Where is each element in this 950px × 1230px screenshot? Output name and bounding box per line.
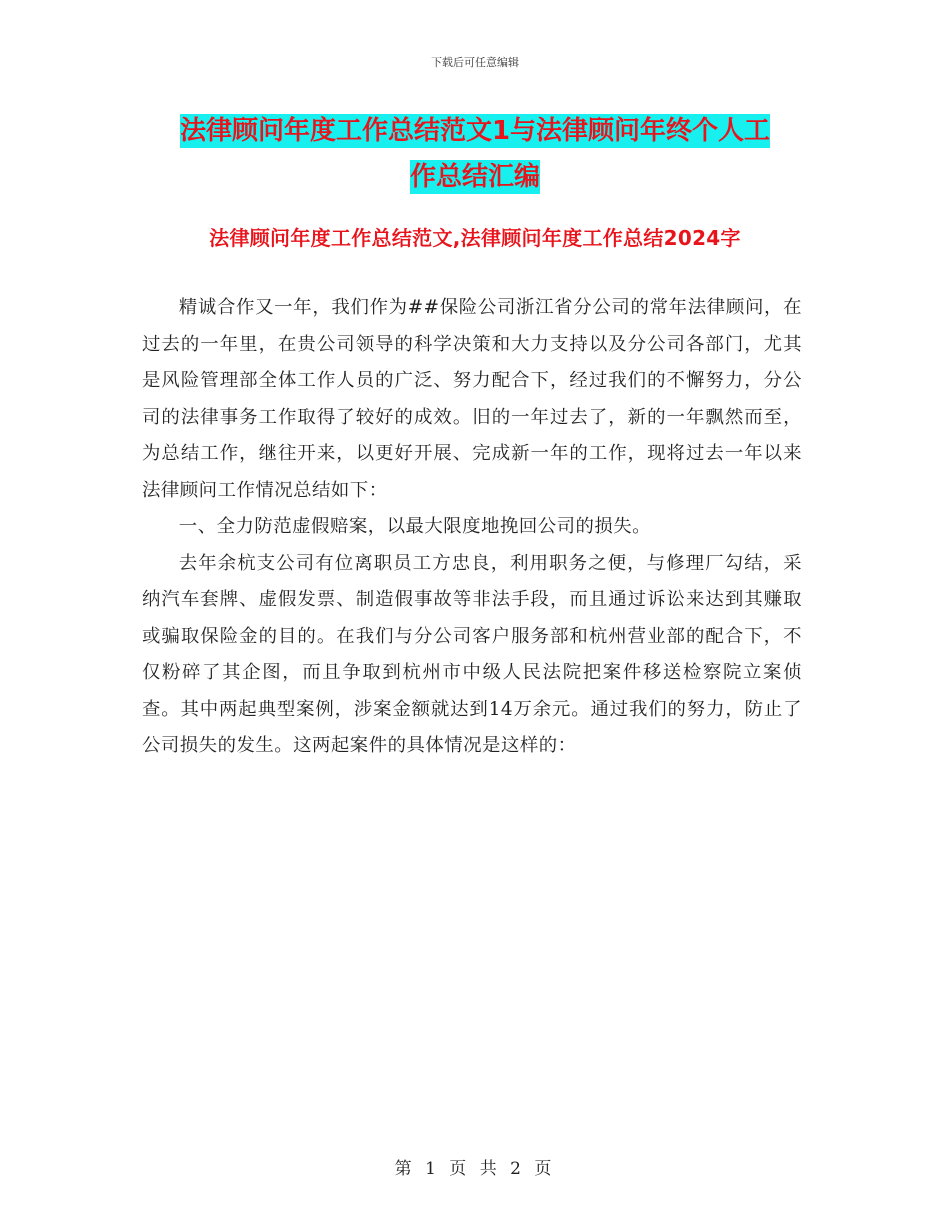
document-subtitle: 法律顾问年度工作总结范文,法律顾问年度工作总结2024字 xyxy=(209,226,741,250)
title-line-2: 作总结汇编 xyxy=(409,162,540,192)
header-note: 下载后可任意编辑 xyxy=(431,56,519,69)
document-body xyxy=(142,290,802,765)
title-line-1: 法律顾问年度工作总结范文1与法律顾问年终个人工 xyxy=(179,116,771,146)
paragraph-case-description: 去年余杭支公司有位离职员工方忠良，利用职务之便，与修理厂勾结，采纳汽车套牌、虚假发票、制造假事故等非法手段，而且通过诉讼来达到其赚取或骗取保险金的目的。在我们与分公司客户服务部和杭州营业部的配合下，不仅粉碎了其企图，而且争取到杭州市中级人民法院把案件移送检察院立案侦查。其中两起典型案例，涉案金额就达到14万余元。通过我们的努力，防止了公司损失的发生。这两起案件的具体情况是这样的： xyxy=(142,552,802,756)
paragraph-section-heading: 一、全力防范虚假赔案，以最大限度地挽回公司的损失。 xyxy=(178,516,652,537)
page-footer: 第 1 页 共 2 页 xyxy=(394,1159,556,1179)
document-title xyxy=(140,108,810,200)
paragraph-intro: 精诚合作又一年，我们作为##保险公司浙江省分公司的常年法律顾问，在过去的一年里，在贵公司领导的科学决策和大力支持以及分公司各部门，尤其是风险管理部全体工作人员的广泛、努力配合下，经过我们的不懈努力，分公司的法律事务工作取得了较好的成效。旧的一年过去了，新的一年飘然而至，为总结工作，继往开来，以更好开展、完成新一年的工作，现将过去一年以来法律顾问工作情况总结如下： xyxy=(142,297,802,501)
